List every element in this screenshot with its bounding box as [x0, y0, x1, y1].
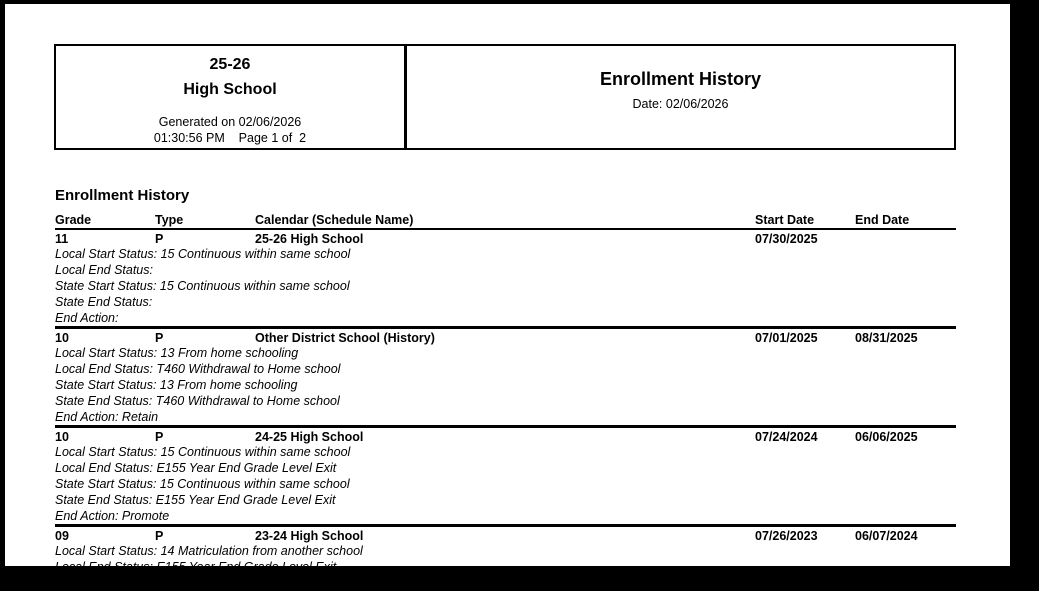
- record-type: P: [155, 331, 164, 345]
- enrollment-table: [55, 212, 956, 575]
- record-calendar: 25-26 High School: [255, 232, 364, 246]
- report-date: Date: 02/06/2026: [632, 97, 729, 111]
- record-type: P: [155, 430, 164, 444]
- record-detail-line: State End Status:: [55, 295, 153, 309]
- record-end-date: 06/06/2025: [855, 430, 918, 444]
- record-type: P: [155, 232, 164, 246]
- record-end-date: 08/31/2025: [855, 331, 918, 345]
- record-detail-line: Local End Status: E155 Year End Grade Level Exit: [55, 461, 337, 475]
- record-detail-line: Local End Status: E155 Year End Grade Level Exit: [55, 560, 337, 574]
- header-school-cell: [56, 46, 407, 148]
- record-grade: 10: [55, 331, 69, 345]
- enrollment-record: [55, 524, 956, 575]
- school-year: 25-26: [209, 56, 251, 73]
- column-header-end-date: End Date: [855, 213, 910, 227]
- generated-block: [56, 114, 404, 146]
- column-header-type: Type: [155, 213, 184, 227]
- record-start-date: 07/01/2025: [755, 331, 818, 345]
- enrollment-record: [55, 230, 956, 326]
- record-detail-line: Local End Status:: [55, 263, 153, 277]
- record-grade: 10: [55, 430, 69, 444]
- record-detail-line: State Start Status: 13 From home schooling: [55, 378, 298, 392]
- record-calendar: 24-25 High School: [255, 430, 364, 444]
- record-main-row: [55, 428, 956, 444]
- record-detail-line: Local Start Status: 14 Matriculation from another school: [55, 544, 363, 558]
- record-detail-line: Local End Status: T460 Withdrawal to Home school: [55, 362, 341, 376]
- record-list: [55, 230, 956, 575]
- record-detail-line: Local Start Status: 15 Continuous within same school: [55, 445, 351, 459]
- record-start-date: 07/24/2024: [755, 430, 818, 444]
- record-start-date: 07/30/2025: [755, 232, 818, 246]
- record-grade: 09: [55, 529, 69, 543]
- enrollment-record: [55, 326, 956, 425]
- record-main-row: [55, 527, 956, 543]
- section-title: Enrollment History: [55, 187, 190, 204]
- record-detail-line: Local Start Status: 15 Continuous within same school: [55, 247, 351, 261]
- table-header-row: [55, 212, 956, 230]
- record-calendar: Other District School (History): [255, 331, 435, 345]
- record-detail-line: End Action: Promote: [55, 509, 170, 523]
- report-title: Enrollment History: [599, 69, 762, 89]
- record-calendar: 23-24 High School: [255, 529, 364, 543]
- record-detail-line: State Start Status: 15 Continuous within same school: [55, 477, 350, 491]
- record-detail-line: State End Status: E155 Year End Grade Level Exit: [55, 493, 336, 507]
- record-detail-line: State Start Status: 15 Continuous within same school: [55, 279, 350, 293]
- school-name: High School: [183, 81, 277, 98]
- record-detail-line: Local Start Status: 13 From home schooling: [55, 346, 299, 360]
- report-header-box: [54, 44, 956, 150]
- record-type: P: [155, 529, 164, 543]
- record-detail-line: End Action:: [55, 311, 119, 325]
- record-start-date: 07/26/2023: [755, 529, 818, 543]
- report-page: [5, 4, 1010, 574]
- record-grade: 11: [55, 232, 69, 246]
- generated-on-line: Generated on 02/06/2026: [158, 115, 302, 129]
- record-main-row: [55, 230, 956, 246]
- column-header-calendar: Calendar (Schedule Name): [255, 213, 414, 227]
- enrollment-record: [55, 425, 956, 524]
- column-header-grade: Grade: [55, 213, 92, 227]
- record-main-row: [55, 329, 956, 345]
- column-header-start-date: Start Date: [755, 213, 815, 227]
- record-detail-line: End Action: Retain: [55, 410, 159, 424]
- generated-time-page-line: 01:30:56 PM Page 1 of 2: [153, 131, 307, 145]
- header-title-cell: [407, 46, 954, 148]
- record-end-date: 06/07/2024: [855, 529, 918, 543]
- record-detail-line: State End Status: T460 Withdrawal to Home school: [55, 394, 340, 408]
